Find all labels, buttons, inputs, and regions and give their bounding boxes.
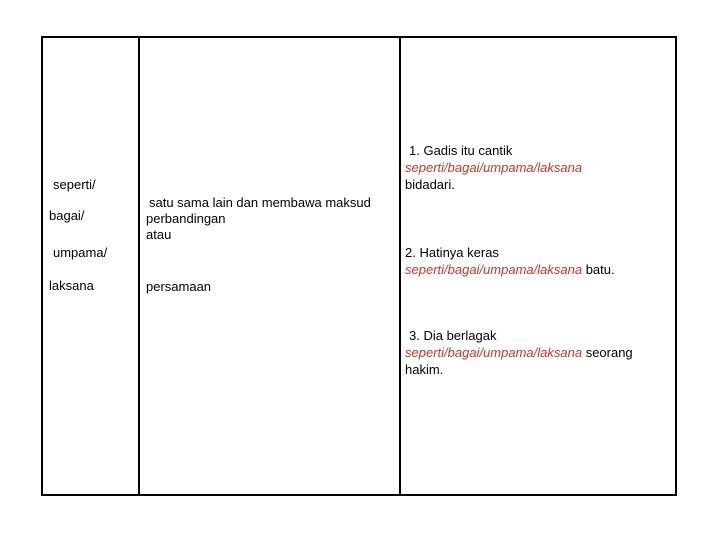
example-3-suffix: seorang hakim. [405,345,633,377]
description-line-1: satu sama lain dan membawa maksud [149,195,371,210]
example-2-suffix: batu. [585,262,615,277]
example-2 [405,244,675,278]
word-umpama: umpama/ [53,245,108,260]
example-1-prefix: 1. Gadis itu cantik [409,143,513,158]
example-3 [405,327,665,378]
description-line-2: perbandingan [146,211,226,226]
example-3-prefix: 3. Dia berlagak [409,328,497,343]
word-laksana: laksana [49,278,94,293]
example-2-prefix: 2. Hatinya keras [405,245,499,260]
word-bagai: bagai/ [49,208,85,223]
description-line-4: persamaan [146,279,212,294]
example-1-suffix: bidadari. [405,177,455,192]
example-3-highlight: seperti/bagai/umpama/laksana [405,345,583,360]
column-divider-1 [138,38,140,494]
column-divider-2 [399,38,401,494]
description-line-3: atau [146,227,172,242]
example-2-highlight: seperti/bagai/umpama/laksana [405,262,583,277]
example-1-highlight: seperti/bagai/umpama/laksana [405,160,583,175]
word-seperti: seperti/ [53,177,96,192]
example-1 [405,142,675,193]
